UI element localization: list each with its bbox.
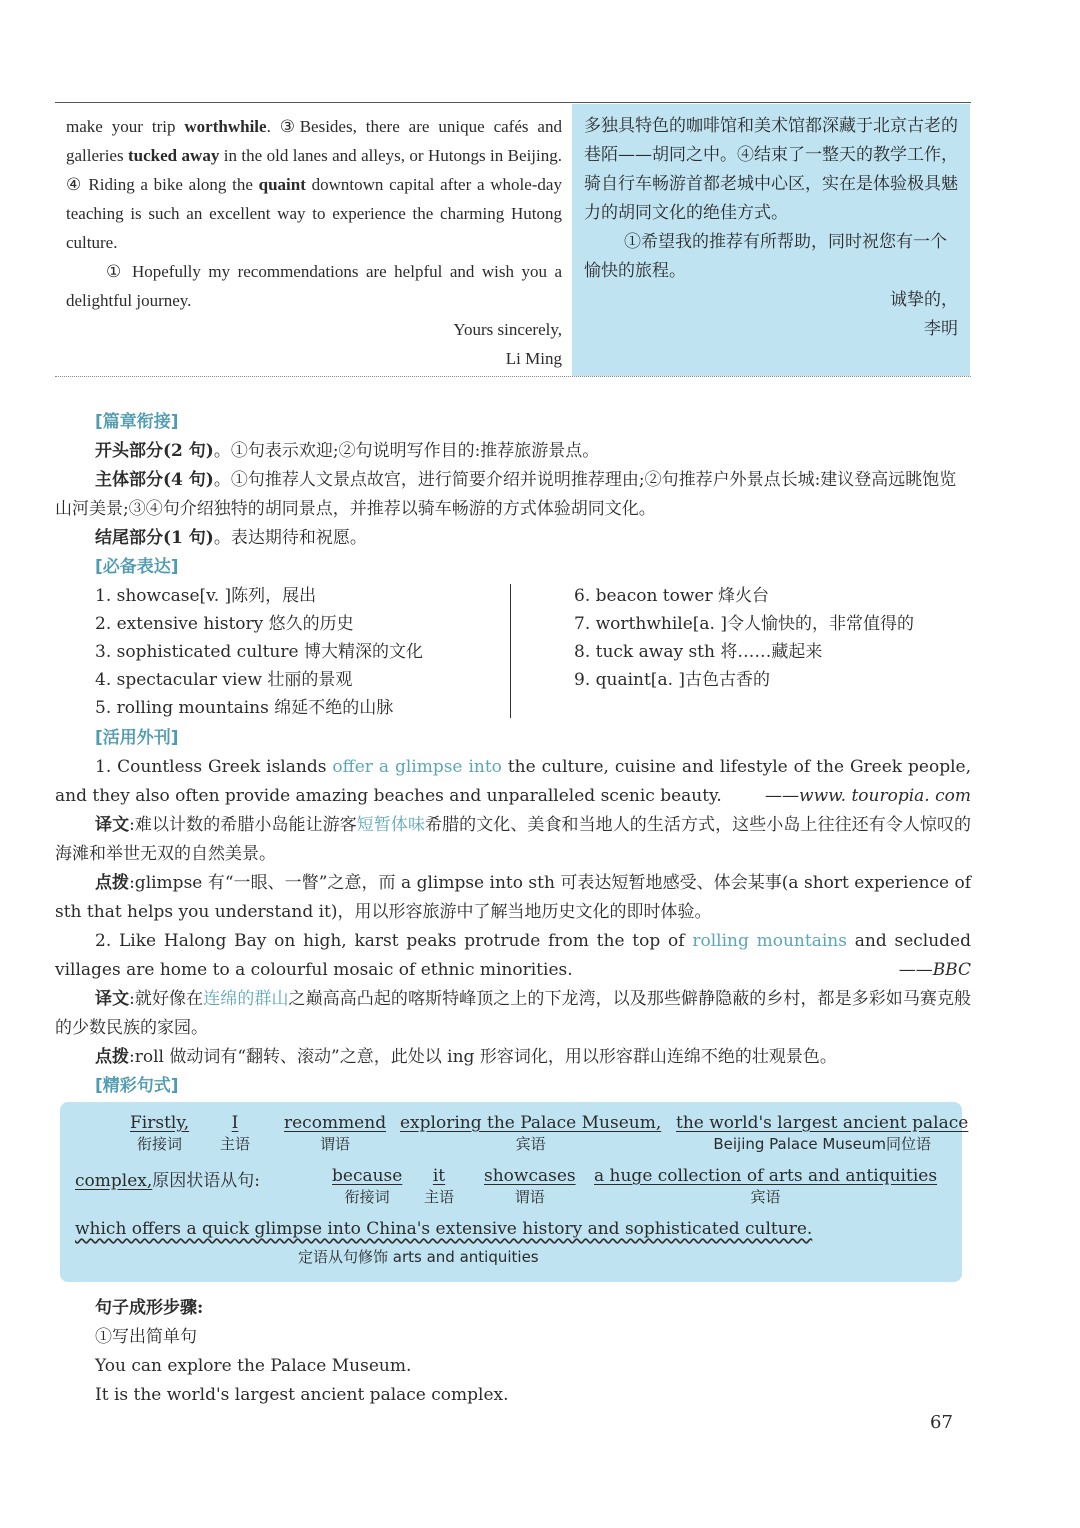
letter-cn-paragraph-1: 多独具特色的咖啡馆和美术馆都深藏于北京古老的巷陌——胡同之中。④结束了一整天的教学工作，骑自行车畅游首都老城中心区，实在是体验极具魅力的胡同文化的绝佳方式。 [584, 116, 958, 223]
dotted-divider [55, 376, 971, 377]
list-item: 4. spectacular view 壮丽的景观 [95, 670, 353, 690]
letter-cn-paragraph-2: ①希望我的推荐有所帮助，同时祝您有一个愉快的旅程。 [584, 232, 947, 281]
column-divider [510, 584, 511, 718]
journal-example-2: 2. Like Halong Bay on high, karst peaks protrude from the top of rolling mountains and secluded villages are home to a colourful mosaic of ethnic minorities. ——BBC [55, 931, 971, 980]
page-number: 67 [930, 1412, 953, 1433]
structure-line-2: 主体部分(4 句)。①句推荐人文景点故宫，进行简要介绍并说明推荐理由;②句推荐户外景点长城:建议登高远眺饱览山河美景;③④句介绍独特的胡同景点，并推荐以骑车畅游的方式体验胡同文化。 [55, 470, 957, 519]
word-it: it 主语 [424, 1166, 455, 1206]
structure-line-1: 开头部分(2 句)。①句表示欢迎;②句说明写作目的:推荐旅游景点。 [95, 441, 600, 461]
journal-translation-1: 译文:难以计数的希腊小岛能让游客短暂体味希腊的文化、美食和当地人的生活方式，这些小岛上往往还有令人惊叹的海滩和举世无双的自然美景。 [55, 815, 972, 864]
list-item: 5. rolling mountains 绵延不绝的山脉 [95, 698, 394, 718]
structure-title: [篇章衔接] [95, 412, 179, 432]
journal-note-1: 点拨:glimpse 有“一眼、一瞥”之意，而 a glimpse into sth 可表达短暂地感受、体会某事(a short experience of sth that helps you understand it)，用以形容旅游中了解当地历史文化的即时体验。 [55, 873, 972, 922]
letter-en-signature: Li Ming [505, 349, 562, 368]
list-item: 3. sophisticated culture 博大精深的文化 [95, 642, 423, 662]
letter-en-paragraph-2: ① Hopefully my recommendations are helpful and wish you a delightful journey. [66, 262, 562, 310]
word-appositive: the world's largest ancient palace Beijing Palace Museum同位语 [676, 1113, 969, 1153]
list-item: 9. quaint[a. ]古色古香的 [574, 670, 771, 690]
list-item: 8. tuck away sth 将……藏起来 [574, 642, 823, 662]
expressions-title: [必备表达] [95, 557, 179, 577]
word-firstly: Firstly, 衔接词 [130, 1113, 190, 1153]
word-showcases: showcases 谓语 [484, 1166, 576, 1206]
expressions-right-list [574, 582, 974, 694]
structure-line-3: 结尾部分(1 句)。表达期待和祝愿。 [95, 528, 367, 548]
expressions-left-list [95, 582, 505, 722]
journal-note-2: 点拨:roll 做动词有“翻转、滚动”之意，此处以 ing 形容词化，用以形容群山连绵不绝的壮观景色。 [95, 1047, 837, 1067]
step-line-1: You can explore the Palace Museum. [95, 1356, 412, 1376]
structure-section [55, 408, 971, 582]
word-i: I 主语 [220, 1113, 251, 1153]
journal-example-1: 1. Countless Greek islands offer a glimpse into the culture, cuisine and lifestyle of the Greek people, and they also often provide amazing beaches and unparalleled scenic beauty. ——www. touropia. com [55, 757, 972, 806]
word-which-clause: which offers a quick glimpse into China's extensive history and sophisticated culture. [75, 1219, 813, 1239]
word-because: because 衔接词 [332, 1166, 403, 1206]
steps-section [95, 1294, 965, 1410]
word-collection: a huge collection of arts and antiquities 宾语 [594, 1166, 938, 1206]
label-attributive-clause: 定语从句修饰 arts and antiquities [298, 1248, 539, 1266]
list-item: 1. showcase[v. ]陈列，展出 [95, 586, 317, 606]
letter-chinese [572, 104, 970, 376]
sentence-title: [精彩句式] [95, 1076, 179, 1096]
step-line-2: It is the world's largest ancient palace complex. [95, 1385, 509, 1405]
steps-title: 句子成形步骤: [95, 1298, 204, 1318]
word-exploring: exploring the Palace Museum, 宾语 [400, 1113, 662, 1153]
word-complex: complex,原因状语从句: [75, 1171, 260, 1191]
letter-english [66, 112, 562, 373]
letter-cn-signature: 李明 [924, 319, 958, 339]
journal-section [55, 724, 971, 1101]
list-item: 6. beacon tower 烽火台 [574, 586, 770, 606]
list-item: 2. extensive history 悠久的历史 [95, 614, 354, 634]
journal-title: [活用外刊] [95, 728, 179, 748]
journal-translation-2: 译文:就好像在连绵的群山之巅高高凸起的喀斯特峰顶之上的下龙湾，以及那些僻静隐蔽的乡村，都是多彩如马赛克般的少数民族的家园。 [55, 989, 972, 1038]
top-rule [55, 102, 971, 103]
letter-cn-closing: 诚挚的， [890, 290, 958, 310]
list-item: 7. worthwhile[a. ]令人愉快的，非常值得的 [574, 614, 914, 634]
step-1: ①写出简单句 [95, 1327, 197, 1347]
letter-en-closing: Yours sincerely, [453, 320, 562, 339]
letter-en-paragraph-1: make your trip worthwhile. ③Besides, there are unique cafés and galleries tucked away in the old lanes and alleys, or Hutongs in Beijing. ④ Riding a bike along the quaint downtown capital after a whole-day teaching is such an excellent way to experience the charming Hutong culture. [66, 117, 562, 252]
word-recommend: recommend 谓语 [284, 1113, 387, 1153]
